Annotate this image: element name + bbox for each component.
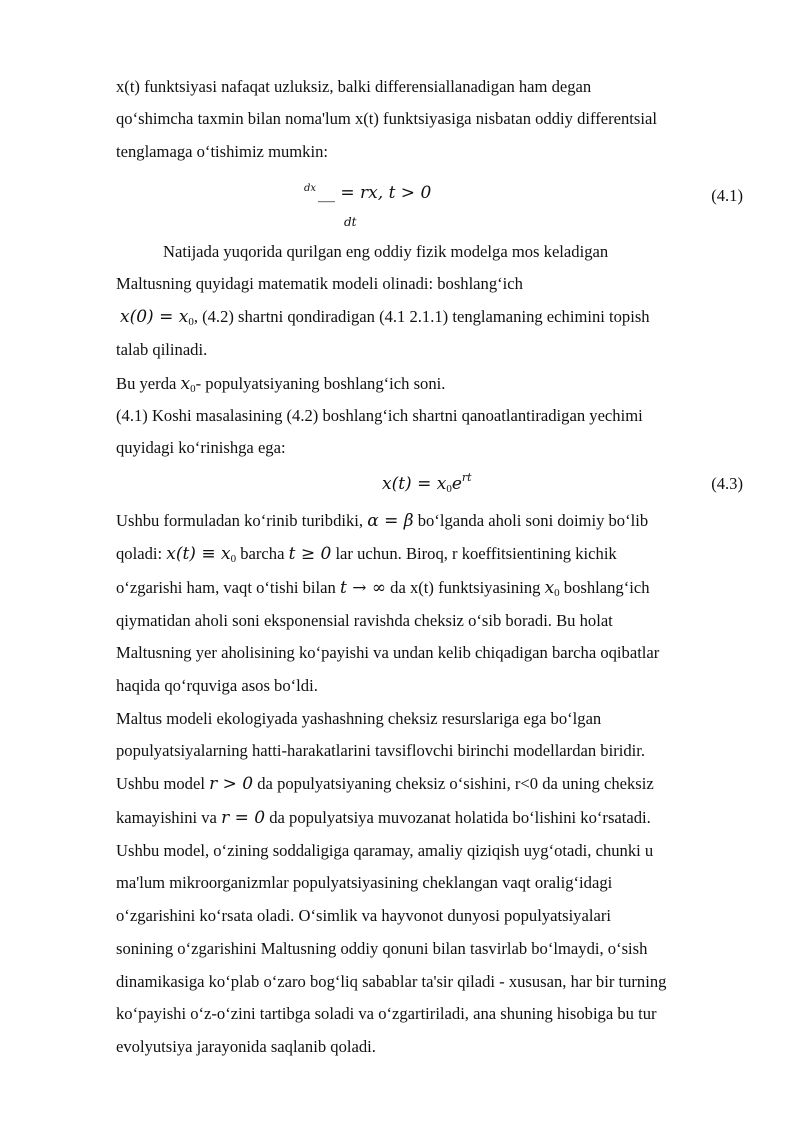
paragraph-line: haqida qo‘rquviga asos bo‘ldi. <box>116 676 318 695</box>
math-expression: r = 0 <box>221 808 266 828</box>
paragraph-line: qo‘shimcha taxmin bilan noma'lum x(t) funktsiyasiga nisbatan oddiy differentsial <box>116 109 657 128</box>
initial-condition: x(0) = x <box>120 307 189 327</box>
paragraph-line: sonining o‘zgarishini Maltusning oddiy qonuni bilan tasvirlab bo‘lmaydi, o‘sish <box>116 939 648 958</box>
equation-body: __ = rx, t > 0 <box>318 183 432 203</box>
equation-number: (4.3) <box>711 474 743 493</box>
text-run: , (4.2) shartni qondiradigan (4.1 2.1.1) tenglamaning echimini topish <box>193 307 650 326</box>
paragraph-line: Maltus modeli ekologiyada yashashning cheksiz resurslariga ega bo‘lgan <box>116 709 602 728</box>
math-expression: α = β <box>367 511 414 531</box>
math-expression: x(t) ≡ x <box>166 544 231 564</box>
equation-denominator: dt <box>344 215 357 229</box>
paragraph-line: Maltusning quyidagi matematik modeli olinadi: boshlang‘ich <box>116 274 523 293</box>
paragraph-line: tenglamaga o‘tishimiz mumkin: <box>116 142 328 161</box>
paragraph-line: populyatsiyalarning hatti-harakatlarini tavsiflovchi birinchi modellardan biridir. <box>116 741 646 760</box>
text-run: bo‘lganda aholi soni doimiy bo‘lib <box>413 511 649 530</box>
math-expression: t → ∞ <box>339 578 387 598</box>
paragraph-line: x(t) funktsiyasi nafaqat uzluksiz, balki differensiallanadigan ham degan <box>116 77 592 96</box>
text-run: da populyatsiya muvozanat holatida bo‘lishini ko‘rsatadi. <box>265 808 651 827</box>
text-run: Ushbu formuladan ko‘rinib turibdiki, <box>116 511 368 530</box>
paragraph-line: ko‘payishi o‘z-o‘zini tartibga soladi va o‘zgartiriladi, ana shuning hisobiga bu tur <box>116 1004 657 1023</box>
exp-base: e <box>451 474 462 494</box>
superscript: rt <box>461 471 472 484</box>
text-run: da x(t) funktsiyasining <box>386 578 545 597</box>
text-run: Bu yerda <box>116 374 181 393</box>
subscript: 0 <box>446 483 452 495</box>
paragraph-line: Natijada yuqorida qurilgan eng oddiy fizik modelga mos keladigan <box>163 242 609 261</box>
paragraph-line <box>116 774 654 794</box>
math-symbol: x <box>544 578 555 598</box>
text-run: qoladi: <box>116 544 167 563</box>
paragraph-line: qiymatidan aholi soni eksponensial ravishda cheksiz o‘sib boradi. Bu holat <box>116 611 613 630</box>
paragraph-line: quyidagi ko‘rinishga ega: <box>116 438 286 457</box>
text-run: kamayishini va <box>116 808 222 827</box>
paragraph-line: (4.1) Koshi masalasining (4.2) boshlang‘ich shartni qanoatlantiradigan yechimi <box>116 406 643 425</box>
equation-numerator: dx <box>304 183 317 194</box>
paragraph-line <box>116 578 650 603</box>
text-run: o‘zgarishi ham, vaqt o‘tishi bilan <box>116 578 340 597</box>
paragraph-line <box>116 544 617 569</box>
text-run: lar uchun. Biroq, r koeffitsientining kichik <box>331 544 617 563</box>
math-expression: r > 0 <box>209 774 254 794</box>
text-run: Ushbu model <box>116 774 210 793</box>
equation-body <box>382 471 472 495</box>
subscript: 0 <box>554 587 560 599</box>
paragraph-line <box>116 374 445 399</box>
paragraph-line <box>116 511 648 531</box>
subscript: 0 <box>190 383 196 395</box>
text-run: boshlang‘ich <box>559 578 650 597</box>
subscript: 0 <box>230 553 237 565</box>
paragraph-line <box>116 808 651 828</box>
text-run: - populyatsiyaning boshlang‘ich soni. <box>195 374 446 393</box>
equation-number: (4.1) <box>711 186 743 205</box>
paragraph-line <box>120 307 650 332</box>
paragraph-line: dinamikasiga ko‘plab o‘zaro bog‘liq sabablar ta'sir qiladi - xususan, har bir turning <box>116 972 667 991</box>
text-run: da populyatsiyaning cheksiz o‘sishini, r<0 da uning cheksiz <box>253 774 654 793</box>
math-symbol: x <box>180 374 191 394</box>
paragraph-line: Ushbu model, o‘zining soddaligiga qaramay, amaliy qiziqish uyg‘otadi, chunki u <box>116 841 654 860</box>
subscript: 0 <box>188 316 194 328</box>
math-expression: t ≥ 0 <box>288 544 332 564</box>
paragraph-line: talab qilinadi. <box>116 340 208 359</box>
text-run: barcha <box>236 544 289 563</box>
paragraph-line: evolyutsiya jarayonida saqlanib qoladi. <box>116 1037 376 1056</box>
paragraph-line: Maltusning yer aholisining ko‘payishi va undan kelib chiqadigan barcha oqibatlar <box>116 643 660 662</box>
equation-lhs: x(t) = x <box>382 474 447 494</box>
paragraph-line: o‘zgarishini ko‘rsata oladi. O‘simlik va hayvonot dunyosi populyatsiyalari <box>116 906 611 925</box>
paragraph-line: ma'lum mikroorganizmlar populyatsiyasining cheklangan vaqt oralig‘idagi <box>116 873 613 892</box>
